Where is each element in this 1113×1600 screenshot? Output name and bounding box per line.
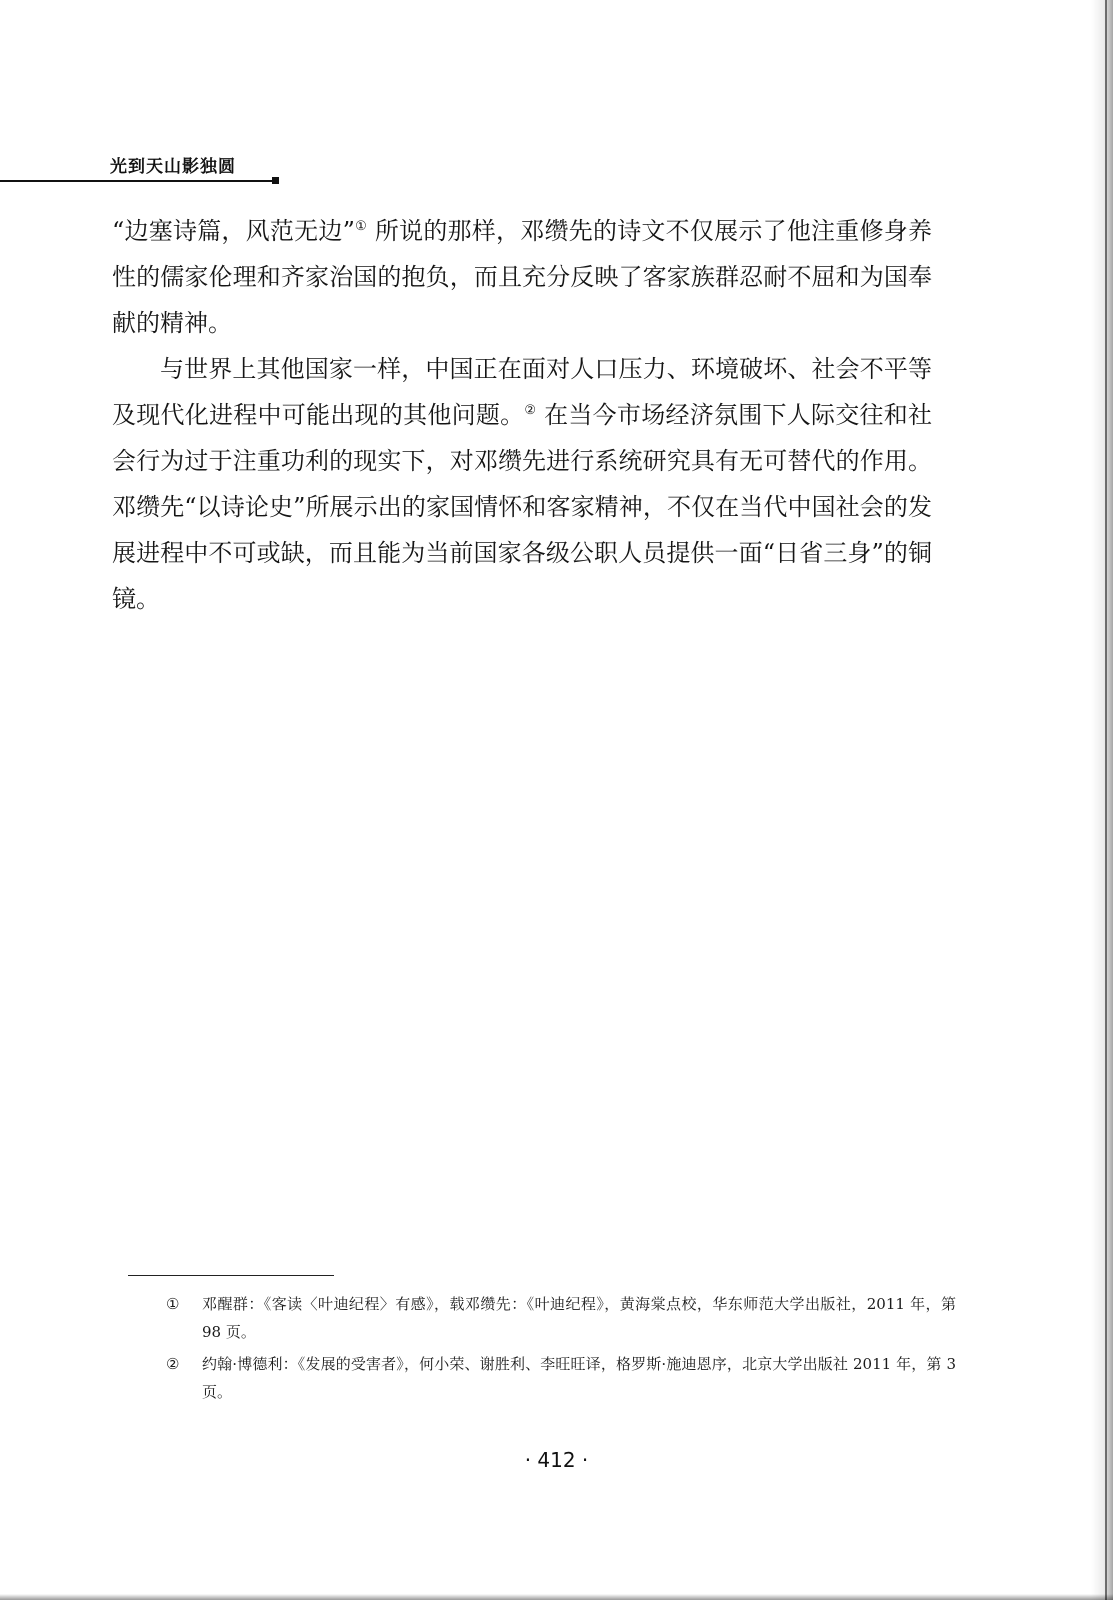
footnote <box>166 1290 956 1346</box>
footnote-text: 约翰·博德利：《发展的受害者》，何小荣、谢胜利、李旺旺译，格罗斯·施迪恩序，北京大学出版社 2011 年，第 3 页。 <box>202 1355 956 1401</box>
body-text <box>112 208 932 622</box>
footnote-marker: ② <box>166 1355 180 1373</box>
paragraph-text: 与世界上其他国家一样，中国正在面对人口压力、环境破坏、社会不平等及现代化进程中可能出现的其他问题。 <box>112 355 932 429</box>
footnote-reference: ① <box>354 219 367 234</box>
paragraph-text: 在当今市场经济氛围下人际交往和社会行为过于注重功利的现实下，对邓缵先进行系统研究具有无可替代的作用。邓缵先“以诗论史”所展示出的家国情怀和客家精神，不仅在当代中国社会的发展进程中不可或缺，而且能为当前国家各级公职人员提供一面“日省三身”的铜镜。 <box>112 401 933 613</box>
footnotes <box>166 1290 956 1410</box>
paragraph <box>112 346 932 622</box>
footnote-marker: ① <box>166 1295 180 1313</box>
footnote <box>166 1350 956 1406</box>
paragraph <box>112 208 932 346</box>
running-header-rule <box>0 180 272 182</box>
page-number: · 412 · <box>524 1448 589 1472</box>
bottom-edge-shadow <box>0 1594 1113 1600</box>
paragraph-text: 所说的那样，邓缵先的诗文不仅展示了他注重修身养性的儒家伦理和齐家治国的抱负，而且充分反映了客家族群忍耐不屈和为国奉献的精神。 <box>112 217 932 337</box>
paragraph-text: “边塞诗篇，风范无边” <box>112 217 355 245</box>
running-header-title: 光到天山影独圆 <box>110 157 236 177</box>
page-edge-shadow <box>1091 0 1113 1600</box>
footnote-separator <box>128 1275 334 1276</box>
running-header <box>0 150 280 186</box>
running-header-square-mark <box>272 177 279 184</box>
page-edge-line <box>1105 0 1107 1600</box>
footnote-text: 邓醒群：《客读〈叶迪纪程〉有感》，载邓缵先：《叶迪纪程》，黄海棠点校，华东师范大学出版社，2011 年，第 98 页。 <box>202 1295 956 1341</box>
footnote-reference: ② <box>524 403 537 418</box>
